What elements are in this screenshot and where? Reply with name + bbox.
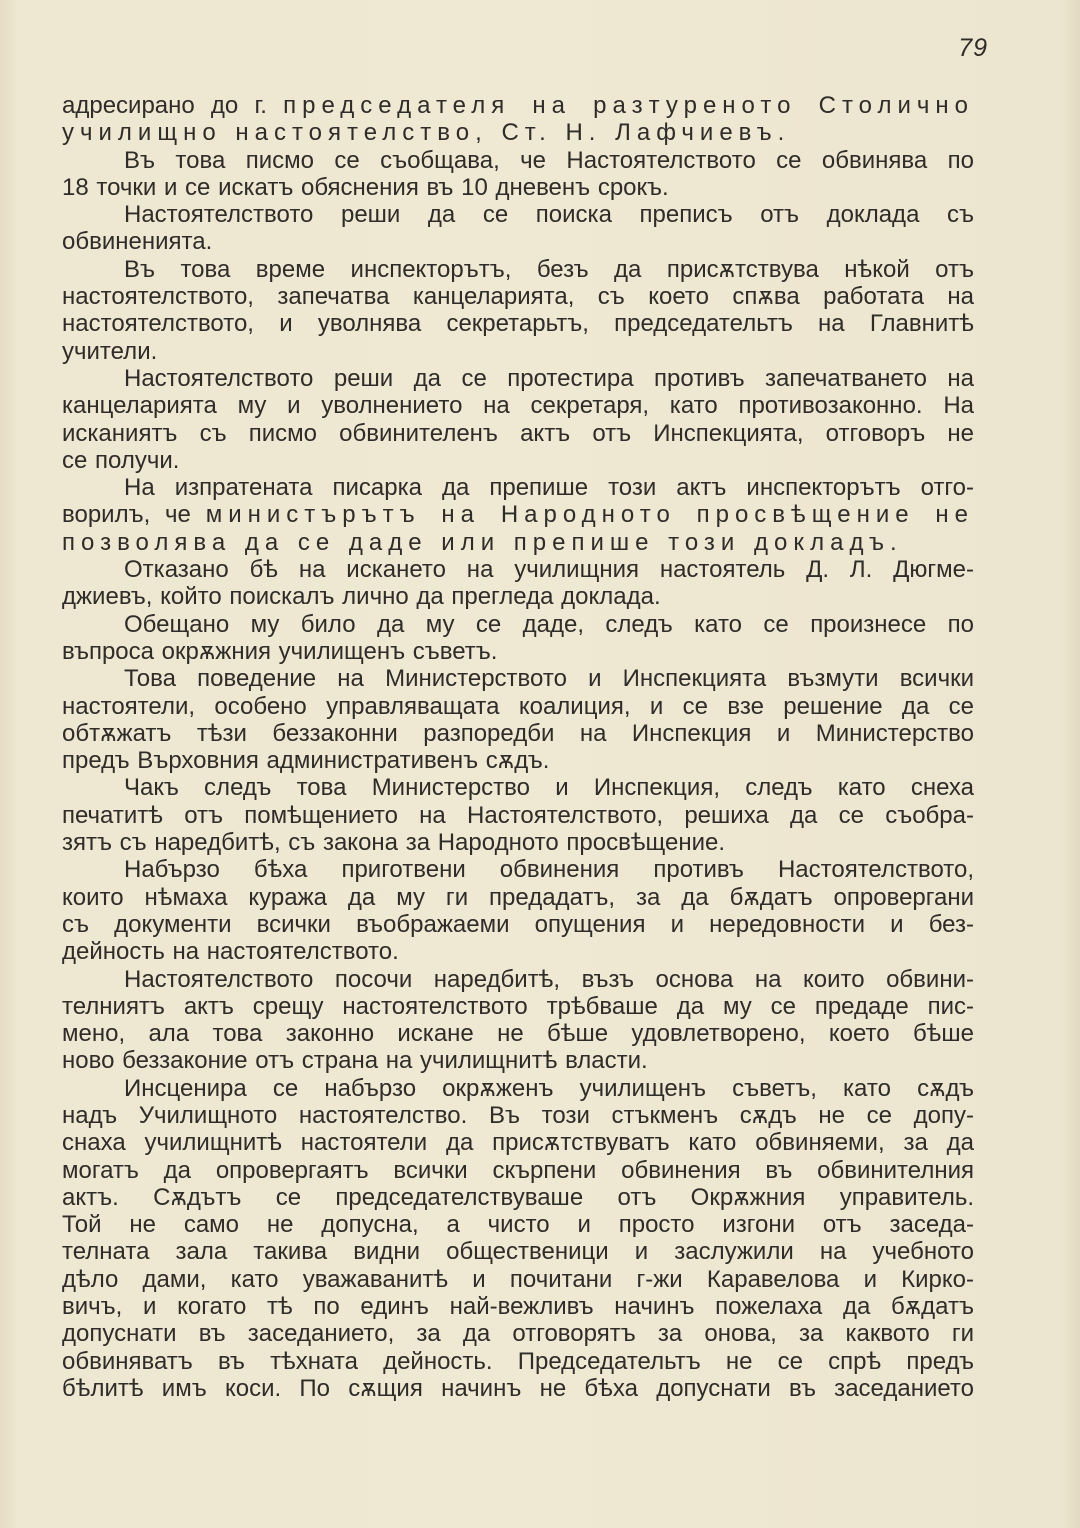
text-line: дейность на настоятелството. [62,938,399,966]
text-line: обтѫжатъ тѣзи беззаконни разпоредби на Инспекция и Министерство [62,719,974,747]
text-line: настоятелството, и уволнява секретарьтъ, председательтъ на Главнитѣ [62,310,974,338]
text-line: позволява да се даде или препише този докладъ. [62,528,903,556]
text-line: настоятели, особено управляващата коалиция, и се взе решение да се [62,692,974,720]
text-line: зятъ съ наредбитѣ, съ закона за Народното просвѣщение. [62,829,726,857]
text-line: въпроса окрѫжния училищенъ съветъ. [62,637,498,665]
text-line: Настоятелството посочи наредбитѣ, възъ основа на които обвини- [124,965,974,993]
text-line: Отказано бѣ на искането на училищния настоятель Д. Л. Дюгме- [124,556,974,584]
text-line: Инсценира се набързо окрѫженъ училищенъ съветъ, като сѫдъ [124,1074,974,1102]
text-line: ново беззаконие отъ страна на училищнитѣ власти. [62,1047,648,1075]
text-line: Настоятелството реши да се протестира противъ запечатването на [124,364,974,392]
line-text: адресирано до г. [62,92,267,119]
text-line: мено, ала това законно искане не бѣше удовлетворено, което бѣше [62,1020,974,1048]
text-line: допуснати въ заседанието, за да отговорятъ за онова, за каквото ги [62,1320,974,1348]
text-line: вичъ, и когато тѣ по единъ най-вежливъ начинъ пожелаха да бѫдатъ [62,1293,974,1321]
text-line: Той не само не допусна, а чисто и просто изгони отъ заседа- [62,1211,974,1239]
text-line: надъ Училищното настоятелство. Въ този стъкменъ сѫдъ не се допу- [62,1101,974,1129]
text-line: учители. [62,337,158,365]
text-line: училищно настоятелство, Ст. Н. Лафчиевъ. [62,119,791,147]
text-line [62,501,974,528]
text-line: настоятелството, запечатва канцеларията, съ което спѫва работата на [62,283,974,311]
text-line: Набързо бѣха приготвени обвинения противъ Настоятелството, [124,856,974,884]
text-line: На изпратената писарка да препише този актъ инспекторътъ отго- [124,474,974,502]
text-line: исканиятъ съ писмо обвинителенъ актъ отъ Инспекцията, отговоръ не [62,419,974,447]
text-line: дѣло дами, като уважаванитѣ и почитани г-жи Каравелова и Кирко- [62,1265,974,1293]
page-number: 79 [958,34,988,62]
text-line: обвиненията. [62,228,213,256]
text-line: печатитѣ отъ помѣщението на Настоятелството, решиха да се съобра- [62,801,974,829]
text-line: съ документи всички въображаеми опущения и нередовности и без- [62,910,974,938]
text-line: могатъ да опровергаятъ всички скърпени обвинения въ обвинителния [62,1156,974,1184]
spaced-text: председателя на разтуреното Столично [283,92,975,119]
text-line: Чакъ следъ това Министерство и Инспекция, следъ като снеха [124,774,974,802]
text-line: които нѣмаха куража да му ги предадатъ, за да бѫдатъ опровергани [62,883,974,911]
line-text: ворилъ, че [62,501,191,529]
text-line: Въ това писмо се съобщава, че Настоятелството се обвинява по [124,146,974,174]
text-line: 18 точки и се искатъ обяснения въ 10 дневенъ срокъ. [62,173,669,201]
text-line: джиевъ, който поискалъ лично да прегледа доклада. [62,583,661,611]
text-line: се получи. [62,446,180,474]
spaced-text: министърътъ на Народното просвѣщение не [205,501,974,529]
text-line: Обещано му било да му се даде, следъ като се произнесе по [124,610,974,638]
text-line: предъ Върховния административенъ сѫдъ. [62,747,550,775]
text-line: телниятъ актъ срещу настоятелството трѣбваше да му се предаде пис- [62,992,974,1020]
text-line: снаха училищнитѣ настоятели да присѫтствуватъ като обвиняеми, за да [62,1129,974,1157]
text-line: Въ това време инспекторътъ, безъ да присѫтствува нѣкой отъ [124,255,974,283]
body-text [62,92,974,1402]
text-line: телната зала такива видни общественици и заслужили на учебното [62,1238,974,1266]
text-line: канцеларията му и уволнението на секретаря, като противозаконно. На [62,392,974,420]
text-line: Това поведение на Министерството и Инспекцията възмути всички [124,665,974,693]
text-line: бѣлитѣ имъ коси. По сѫщия начинъ не бѣха допуснати въ заседанието [62,1374,974,1402]
text-line [62,92,974,119]
text-line: Настоятелството реши да се поиска преписъ отъ доклада съ [124,201,974,229]
text-line: обвиняватъ въ тѣхната дейность. Председательтъ не се спрѣ предъ [62,1347,974,1375]
text-line: актъ. Сѫдътъ се председателствуваше отъ Окрѫжния управитель. [62,1183,974,1211]
